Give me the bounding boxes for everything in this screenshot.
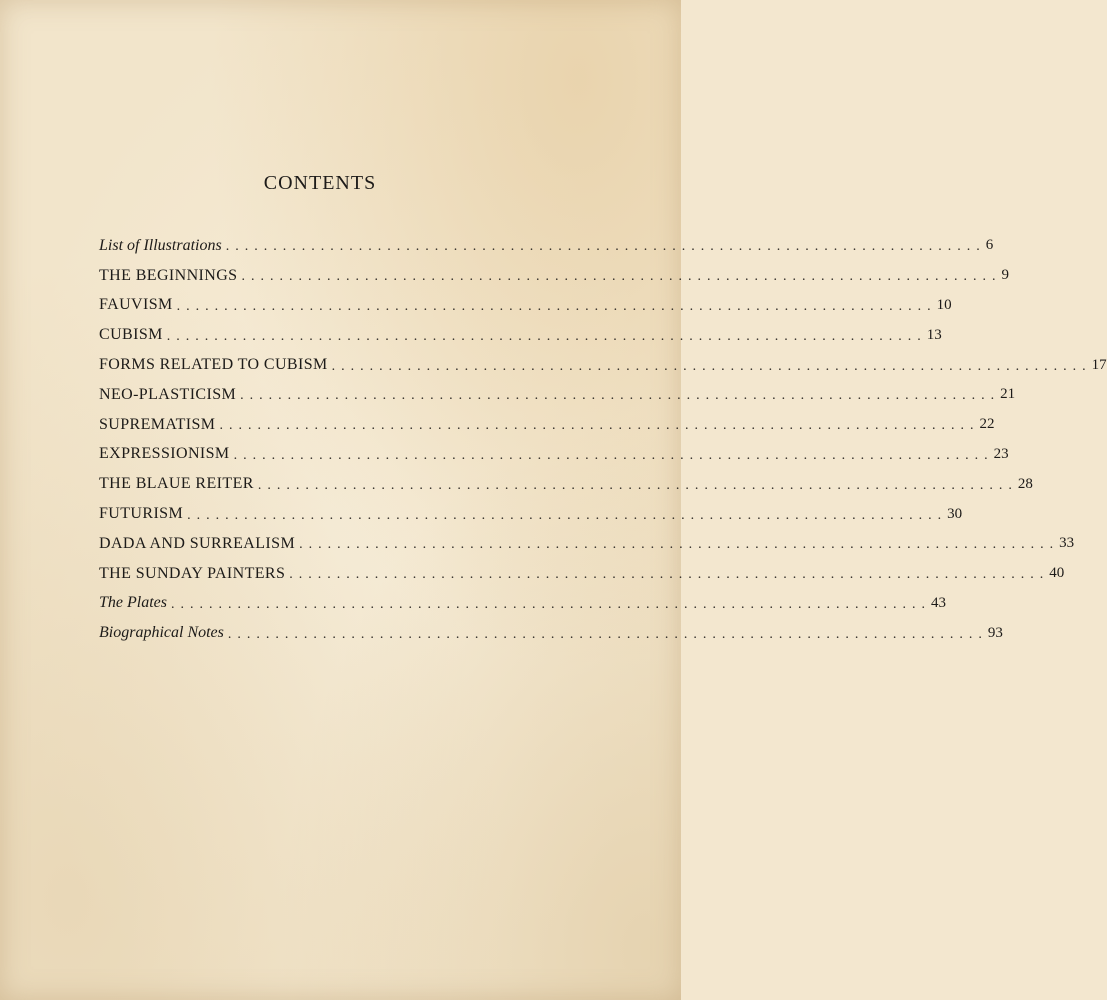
toc-entry-label: FUTURISM <box>99 505 184 523</box>
toc-leader-dots: ................................................................................ <box>187 507 948 523</box>
toc-entry-page: 22 <box>979 416 995 433</box>
toc-entry <box>99 589 946 619</box>
toc-leader-dots: ................................................................................ <box>176 298 937 314</box>
toc-leader-dots: ................................................................................ <box>257 477 1018 493</box>
toc-leader-dots: ................................................................................ <box>299 537 1060 553</box>
toc-leader-dots: ................................................................................ <box>171 596 931 612</box>
toc-leader-dots: ................................................................................ <box>219 418 980 434</box>
toc-entry-label: EXPRESSIONISM <box>99 445 230 463</box>
toc-entry-page: 10 <box>936 296 952 313</box>
toc-entry-page: 28 <box>1017 475 1033 492</box>
toc-entry-label: NEO-PLASTICISM <box>99 385 237 403</box>
toc-entry-page: 33 <box>1059 535 1075 552</box>
toc-entry-page: 6 <box>985 237 994 254</box>
toc-entry <box>99 559 1065 589</box>
toc-entry-page: 43 <box>931 594 946 611</box>
toc-entry-page: 93 <box>987 624 1003 641</box>
toc-entry-page: 30 <box>947 505 963 522</box>
toc-leader-dots: ................................................................................ <box>233 447 994 463</box>
toc-entry <box>99 231 994 261</box>
toc-leader-dots: ................................................................................ <box>240 388 1001 404</box>
toc-entry-label: THE BLAUE REITER <box>99 475 254 493</box>
toc-entry <box>99 440 1009 470</box>
toc-leader-dots: ................................................................................ <box>225 239 986 255</box>
toc-entry-page: 40 <box>1049 565 1065 582</box>
toc-entry <box>99 410 995 440</box>
toc-entry-label: SUPREMATISM <box>99 415 216 433</box>
toc-entry <box>99 499 963 529</box>
toc-entry <box>99 380 1016 410</box>
toc-entry-label: THE SUNDAY PAINTERS <box>99 564 286 582</box>
toc-entry-page: 21 <box>1000 386 1016 403</box>
toc-entry-page: 13 <box>926 326 942 343</box>
toc-entry-page: 23 <box>993 445 1009 462</box>
toc-entry-label: Biographical Notes <box>99 624 224 642</box>
toc-leader-dots: ................................................................................ <box>331 358 1092 374</box>
toc-entry <box>99 350 1107 380</box>
toc-entry-label: The Plates <box>99 594 167 612</box>
toc-entry <box>99 469 1033 499</box>
toc-leader-dots: ................................................................................ <box>166 328 927 344</box>
toc-entry <box>99 618 1003 648</box>
toc-entry <box>99 291 952 321</box>
toc-entry <box>99 529 1075 559</box>
toc-entry-label: DADA AND SURREALISM <box>99 534 296 552</box>
toc-entry <box>99 320 942 350</box>
toc-leader-dots: ................................................................................ <box>227 626 988 642</box>
toc-leader-dots: ................................................................................ <box>289 567 1050 583</box>
table-of-contents <box>99 231 1107 648</box>
toc-entry-label: CUBISM <box>99 326 163 344</box>
contents-heading: CONTENTS <box>263 172 377 194</box>
toc-entry <box>99 261 1009 291</box>
toc-entry-label: FAUVISM <box>99 296 173 314</box>
toc-entry-page: 9 <box>1001 267 1009 284</box>
toc-entry-label: FORMS RELATED TO CUBISM <box>99 356 328 374</box>
toc-leader-dots: ................................................................................ <box>241 269 1002 285</box>
toc-entry-label: THE BEGINNINGS <box>99 266 238 284</box>
toc-entry-label: List of Illustrations <box>99 236 222 254</box>
toc-entry-page: 17 <box>1091 356 1107 373</box>
